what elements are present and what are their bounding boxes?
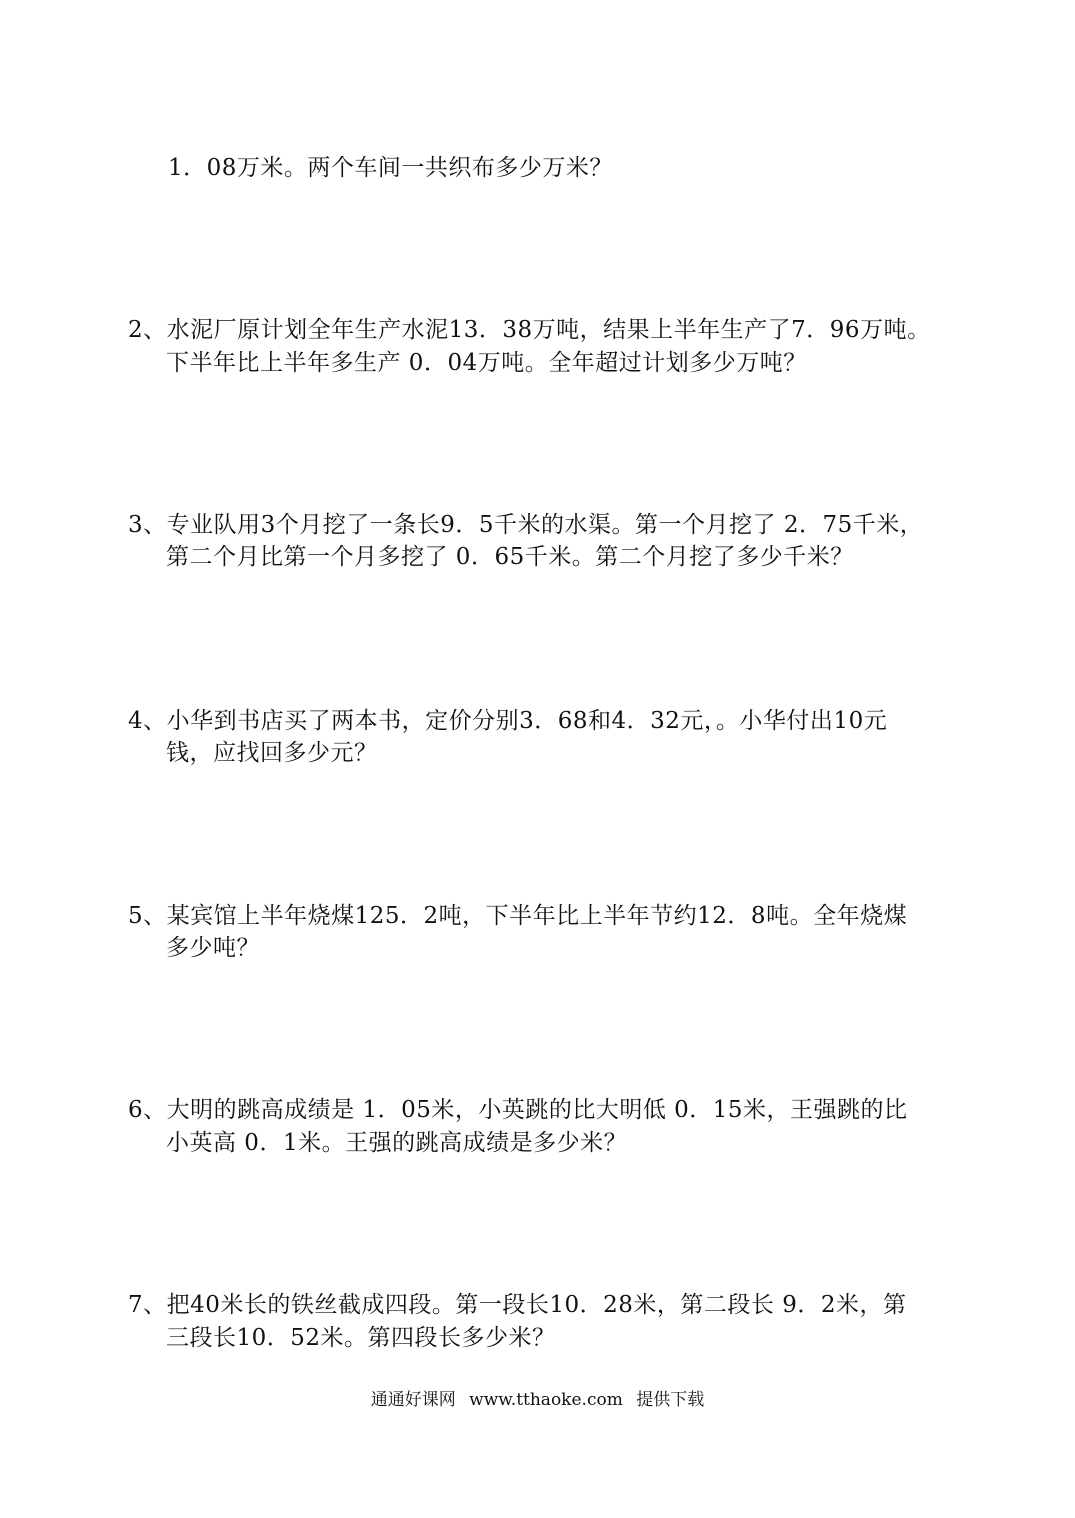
footer-site-name: 通通好课网 — [370, 1390, 456, 1410]
problem-4-line-1: 4、小华到书店买了两本书，定价分别3．68和4．32元，。小华付出10元 — [128, 708, 888, 734]
problem-6-line-1: 6、大明的跳高成绩是 1．05米，小英跳的比大明低 0．15米，王强跳的比 — [128, 1097, 908, 1123]
problem-4-line-2: 钱，应找回多少元？ — [166, 740, 378, 766]
problem-3-line-1: 3、专业队用3个月挖了一条长9．5千米的水渠。第一个月挖了 2．75千米， — [128, 512, 924, 538]
problem-5-line-2: 多少吨？ — [166, 935, 260, 961]
problem-7-line-1: 7、把40米长的铁丝截成四段。第一段长10．28米，第二段长 9．2米，第 — [128, 1292, 907, 1318]
problem-1-line-1: 1．08万米。两个车间一共织布多少万米？ — [168, 155, 613, 181]
problem-6-line-2: 小英高 0．1米。王强的跳高成绩是多少米？ — [166, 1130, 628, 1156]
problem-2-line-2: 下半年比上半年多生产 0．04万吨。全年超过计划多少万吨？ — [166, 350, 807, 376]
problem-7-line-2: 三段长10．52米。第四段长多少米？ — [166, 1325, 556, 1351]
footer-suffix: 提供下载 — [636, 1390, 705, 1410]
footer-url[interactable]: www.tthaoke.com — [469, 1390, 623, 1410]
problem-5-line-1: 5、某宾馆上半年烧煤125．2吨，下半年比上半年节约12．8吨。全年烧煤 — [128, 903, 908, 929]
problem-2-line-1: 2、水泥厂原计划全年生产水泥13．38万吨，结果上半年生产了7．96万吨。 — [128, 317, 931, 343]
page-footer — [0, 1388, 1075, 1412]
problem-3-line-2: 第二个月比第一个月多挖了 0．65千米。第二个月挖了多少千米？ — [166, 544, 854, 570]
